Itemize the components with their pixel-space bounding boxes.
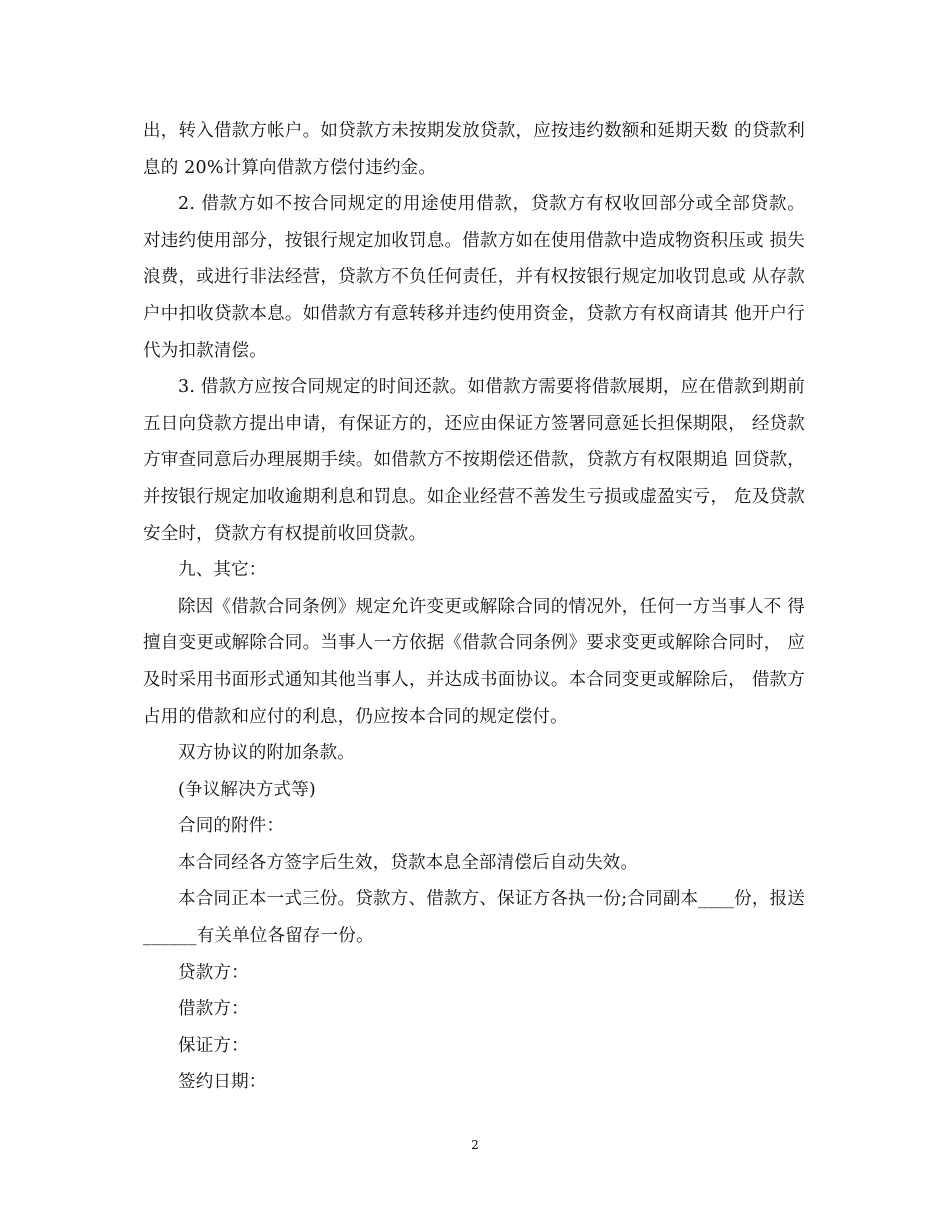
paragraph-clause-3-repayment: 3. 借款方应按合同规定的时间还款。如借款方需要将借款展期，应在借款到期前五日向贷款方提出申请，有保证方的，还应由保证方签署同意延长担保期限， 经贷款方审查同意后办理展期手续。如借款方不按期偿还借款，贷款方有权限期追 回贷款，并按银行规定加收逾期利息和罚息。如企业经营不善发生亏损或虚盈实亏， 危及贷款安全时，贷款方有权提前收回贷款。 [143,377,805,544]
signature-guarantor: 保证方： [178,1035,249,1056]
paragraph-copies: 本合同正本一式三份。贷款方、借款方、保证方各执一份;合同副本____份，报送______有关单位各留存一份。 [143,889,805,947]
paragraph-contract-modification: 除因《借款合同条例》规定允许变更或解除合同的情况外，任何一方当事人不 得擅自变更或解除合同。当事人一方依据《借款合同条例》要求变更或解除合同时， 应及时采用书面形式通知其他当事人，并达成书面协议。本合同变更或解除后， 借款方占用的借款和应付的利息，仍应按本合同的规定偿付。 [143,596,805,727]
paragraph-attachments: 合同的附件： [178,816,285,837]
page-number: 2 [471,1138,479,1152]
signature-borrower: 借款方： [178,999,249,1020]
signature-date: 签约日期： [178,1072,267,1093]
section-heading-other: 九、其它： [178,560,267,581]
signature-lender: 贷款方： [178,962,249,983]
paragraph-loan-disbursement-penalty: 出，转入借款方帐户。如贷款方未按期发放贷款，应按违约数额和延期天数 的贷款利息的 20%计算向借款方偿付违约金。 [143,121,805,178]
document-body [143,113,805,1101]
paragraph-clause-2-misuse: 2. 借款方如不按合同规定的用途使用借款，贷款方有权收回部分或全部贷款。 对违约使用部分，按银行规定加收罚息。借款方如在使用借款中造成物资积压或 损失浪费，或进行非法经营，贷款方不负任何责任，并有权按银行规定加收罚息或 从存款户中扣收贷款本息。如借款方有意转移并违约使用资金，贷款方有权商请其 他开户行代为扣款清偿。 [143,194,805,361]
paragraph-dispute-resolution: (争议解决方式等) [178,779,316,800]
paragraph-additional-terms: 双方协议的附加条款。 [178,743,355,764]
paragraph-effectiveness: 本合同经各方签字后生效，贷款本息全部清偿后自动失效。 [178,852,639,873]
